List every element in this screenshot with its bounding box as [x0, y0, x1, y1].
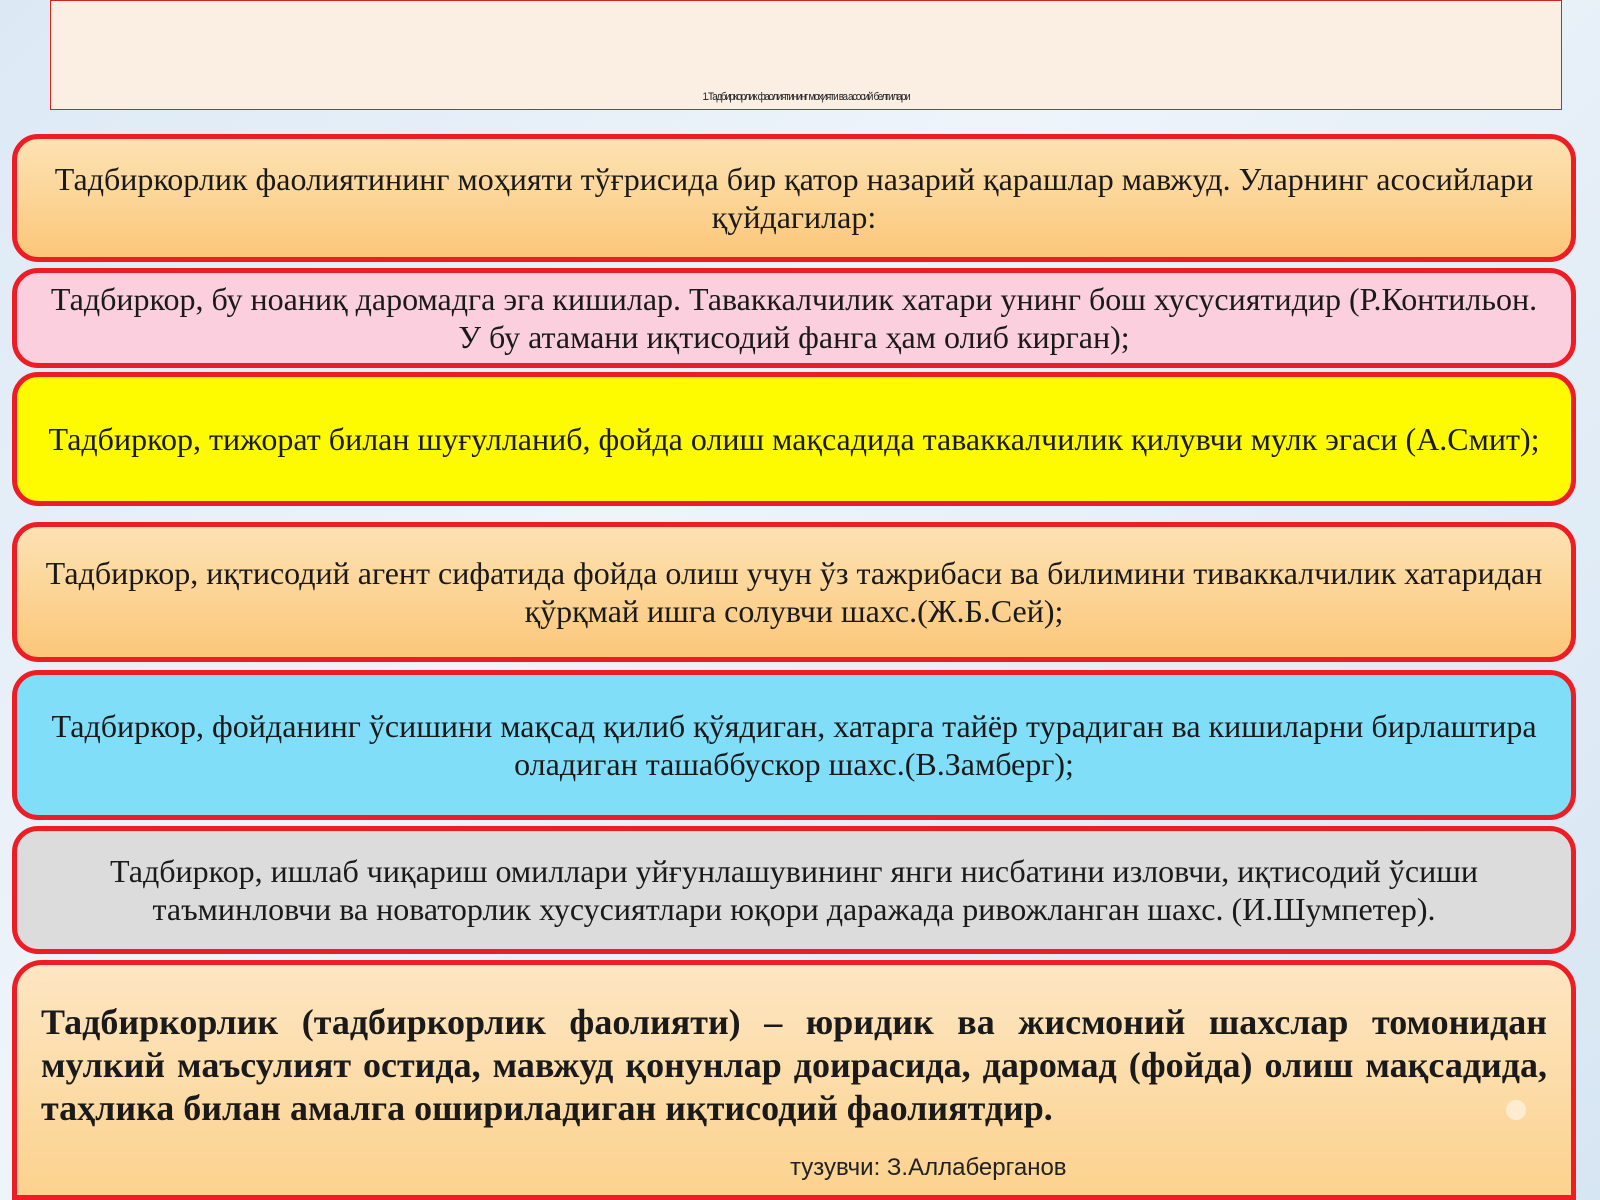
card-intro-text: Тадбиркорлик фаолиятининг моҳияти тўғрисида бир қатор назарий қарашлар мавжуд. Уларнинг асосийлари қуйдагилар: [54, 161, 1534, 235]
card-say [12, 522, 1576, 662]
card-zamberg-text: Тадбиркор, фойданинг ўсишини мақсад қилиб қўядиган, хатарга тайёр турадиган ва кишиларни бирлаштира оладиган ташаббускор шахс.(В.Замберг); [51, 708, 1537, 782]
card-smith [12, 372, 1576, 506]
card-schumpeter-text: Тадбиркор, ишлаб чиқариш омиллари уйғунлашувининг янги нисбатини изловчи, иқтисодий ўсиши таъминловчи ва новаторлик хусусиятлари юқори даражада ривожланган шахс. (И.Шумпетер). [110, 853, 1478, 927]
card-cantillon-text: Тадбиркор, бу ноаниқ даромадга эга кишилар. Таваккалчилик хатари унинг бош хусусиятидир (Р.Контильон. У бу атамани иқтисодий фанга ҳам олиб кирган); [50, 281, 1538, 355]
card-intro [12, 134, 1576, 262]
card-cantillon [12, 268, 1576, 368]
card-zamberg [12, 670, 1576, 820]
author-credit: тузувчи: З.Аллаберганов [790, 1154, 1067, 1181]
card-say-text: Тадбиркор, иқтисодий агент сифатида фойда олиш учун ўз тажрибаси ва билимини тиваккалчилик хатаридан қўрқмай ишга солувчи шахс.(Ж.Б.Сей); [45, 555, 1543, 629]
card-schumpeter [12, 826, 1576, 954]
slide-title: 1.Тадбиркорлик фаолиятининг моҳияти ва асосий белгилари [702, 91, 910, 103]
slide-title-box [50, 0, 1562, 110]
card-smith-text: Тадбиркор, тижорат билан шуғулланиб, фойда олиш мақсадида таваккалчилик қилувчи мулк эгаси (А.Смит); [48, 421, 1540, 457]
slide-nav-icon[interactable] [1506, 1100, 1526, 1120]
definition-text: Тадбиркорлик (тадбиркорлик фаолияти) – юридик ва жисмоний шахслар томонидан мулкий маъсулият остида, мавжуд қонунлар доирасида, даромад (фойда) олиш мақсадида, таҳлика билан амалга ошириладиган иқтисодий фаолиятдир. [41, 1002, 1547, 1128]
